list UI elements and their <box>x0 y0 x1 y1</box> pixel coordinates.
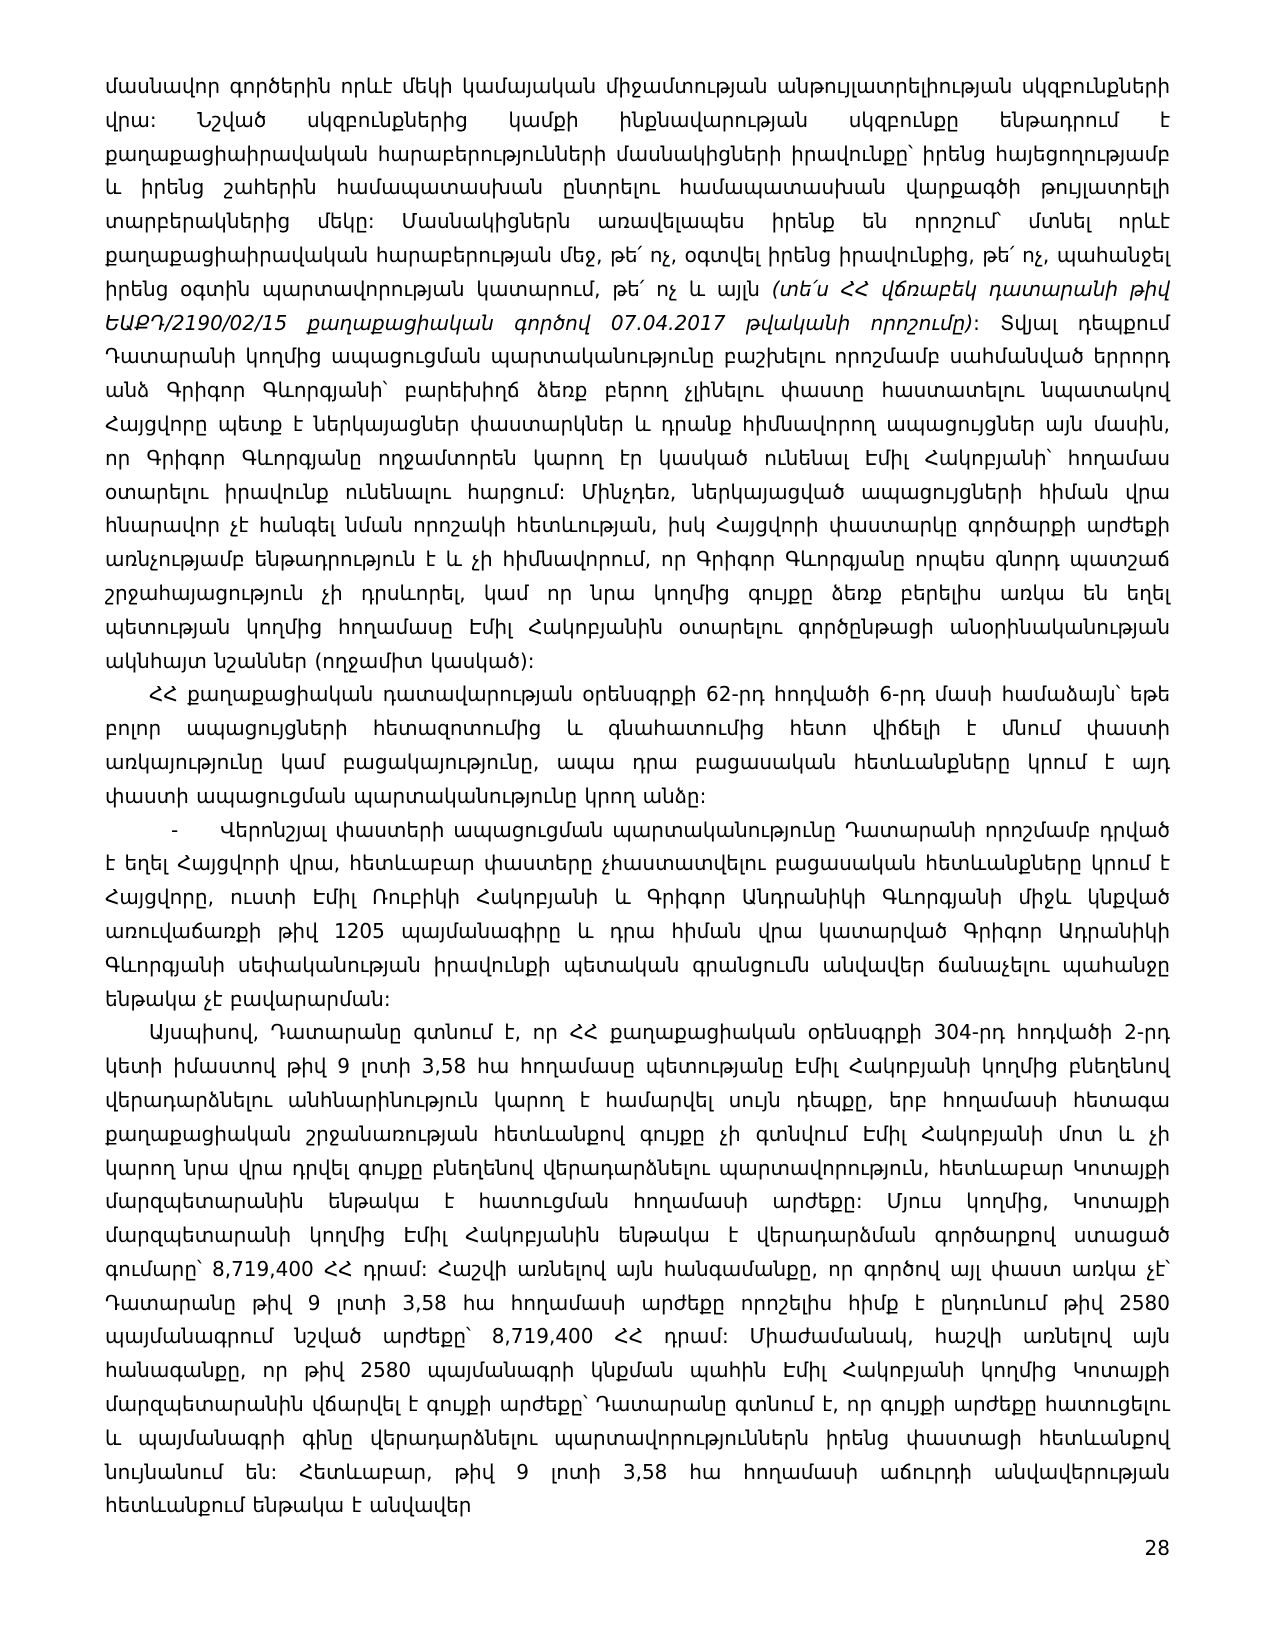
paragraph <box>105 814 1170 1017</box>
page-number: 28 <box>1144 1536 1170 1560</box>
paragraph-text: Վերոնշյալ փաստերի ապացուցման պարտականությունը Դատարանի որոշմամբ դրված է եղել Հայցվորի վրա, հետևաբար փաստերը չհաստատվելու բացասական հետևանքները կրում է Հայցվորը, ուստի Էմիլ Ռուբիկի Հակոբյանի և Գրիգոր Անդրանիկի Գևորգյանի միջև կնքված առուվաճառքի թիվ 1205 պայմանագիրը և դրա հիման վրա կատարված Գրիգոր Ադրանիկի Գևորգյանի սեփականության իրավունքի պետական գրանցումն անվավեր ճանաչելու պահանջը ենթակա չէ բավարարման: <box>105 817 1170 1011</box>
paragraph <box>105 1016 1170 1523</box>
document-body <box>105 70 1170 1523</box>
paragraph-text: : Տվյալ դեպքում Դատարանի կողմից ապացուցման պարտականությունը բաշխելու որոշմամբ սահմանված երրորդ անձ Գրիգոր Գևորգյանի՝ բարեխիղճ ձեռք բերող չլինելու փաստը հաստատելու նպատակով Հայցվորը պետք է ներկայացներ փաստարկներ և դրանք հիմնավորող ապացույցներ այն մասին, որ Գրիգոր Գևորգյանը ողջամտորեն կարող էր կասկած ունենալ Էմիլ Հակոբյանի՝ հողամաս օտարելու իրավունք ունենալու հարցում: Մինչդեռ, ներկայացված ապացույցների հիման վրա հնարավոր չէ հանգել նման որոշակի հետևության, իսկ Հայցվորի փաստարկը գործարքի արժեքի առնչությամբ ենթադրություն է և չի հիմնավորում, որ Գրիգոր Գևորգյանը որպես գնորդ պատշաճ շրջահայացություն չի դրսևորել, կամ որ նրա կողմից գույքը ձեռք բերելիս առկա են եղել պետության կողմից հողամասը Էմիլ Հակոբյանին օտարելու գործընթացի անօրինականության ակնհայտ նշաններ (ողջամիտ կասկած): <box>105 310 1170 673</box>
citation-italic-text: (տե՛ս ՀՀ վճռաբեկ դատարանի թիվ ԵԱՔԴ/2190/02/15 քաղաքացիական գործով 07.04.2017 թվականի որոշումը) <box>105 276 1170 335</box>
paragraph <box>105 70 1170 678</box>
paragraph <box>105 678 1170 813</box>
paragraph-text: Այսպիսով, Դատարանը գտնում է, որ ՀՀ քաղաքացիական օրենսգրքի 304-րդ հոդվածի 2-րդ կետի իմաստով թիվ 9 լոտի 3,58 հա հողամասը պետությանը Էմիլ Հակոբյանի կողմից բնեղենով վերադարձնելու անհնարինություն կարող է համարվել սույն դեպքը, երբ հողամասի հետագա քաղաքացիական շրջանառության հետևանքով գույքը չի գտնվում Էմիլ Հակոբյանի մոտ և չի կարող նրա վրա դրվել գույքը բնեղենով վերադարձնելու պարտավորություն, հետևաբար Կոտայքի մարզպետարանին ենթակա է հատուցման հողամասի արժեքը: Մյուս կողմից, Կոտայքի մարզպետարանի կողմից Էմիլ Հակոբյանին ենթակա է վերադարձման գործարքով ստացած գումարը՝ 8,719,400 ՀՀ դրամ: Հաշվի առնելով այն հանգամանքը, որ գործով այլ փաստ առկա չէ՝ Դատարանը թիվ 9 լոտի 3,58 հա հողամասի արժեքը որոշելիս հիմք է ընդունում թիվ 2580 պայմանագրում նշված արժեքը՝ 8,719,400 ՀՀ դրամ: Միաժամանակ, հաշվի առնելով այն հանագանքը, որ թիվ 2580 պայմանագրի կնքման պահին Էմիլ Հակոբյանի կողմից Կոտայքի մարզպետարանին վճարվել է գույքի արժեքը՝ Դատարանը գտնում է, որ գույքի արժեքը հատուցելու և պայմանագրի գինը վերադարձնելու պարտավորություններն իրենց փաստացի հետևանքով նույնանում են: Հետևաբար, թիվ 9 լոտի 3,58 հա հողամասի աճուրդի անվավերության հետևանքում ենթակա է անվավեր <box>105 1020 1170 1518</box>
list-dash: - <box>171 817 179 842</box>
paragraph-text: մասնավոր գործերին որևէ մեկի կամայական միջամտության անթույլատրելիության սկզբունքների վրա: Նշված սկզբունքներից կամքի ինքնավարության սկզբունքը ենթադրում է քաղաքացիաիրավական հարաբերությունների մասնակիցների իրավունքը՝ իրենց հայեցողությամբ և իրենց շահերին համապատասխան ընտրելու համապատասխան վարքագծի թույլատրելի տարբերակներից մեկը: Մասնակիցներն առավելապես իրենք են որոշում՝ մտնել որևէ քաղաքացիաիրավական հարաբերության մեջ, թե՛ ոչ, օգտվել իրենց իրավունքից, թե՛ ոչ, պահանջել իրենց օգտին պարտավորության կատարում, թե՛ ոչ և այլն <box>105 74 1170 301</box>
paragraph-text: ՀՀ քաղաքացիական դատավարության օրենսգրքի 62-րդ հոդվածի 6-րդ մասի համաձայն՝ եթե բոլոր ապացույցների հետազոտումից և գնահատումից հետո վիճելի է մնում փաստի առկայությունը կամ բացակայությունը, ապա դրա բացասական հետևանքները կրում է այդ փաստի ապացուցման պարտականությունը կրող անձը: <box>105 682 1170 808</box>
